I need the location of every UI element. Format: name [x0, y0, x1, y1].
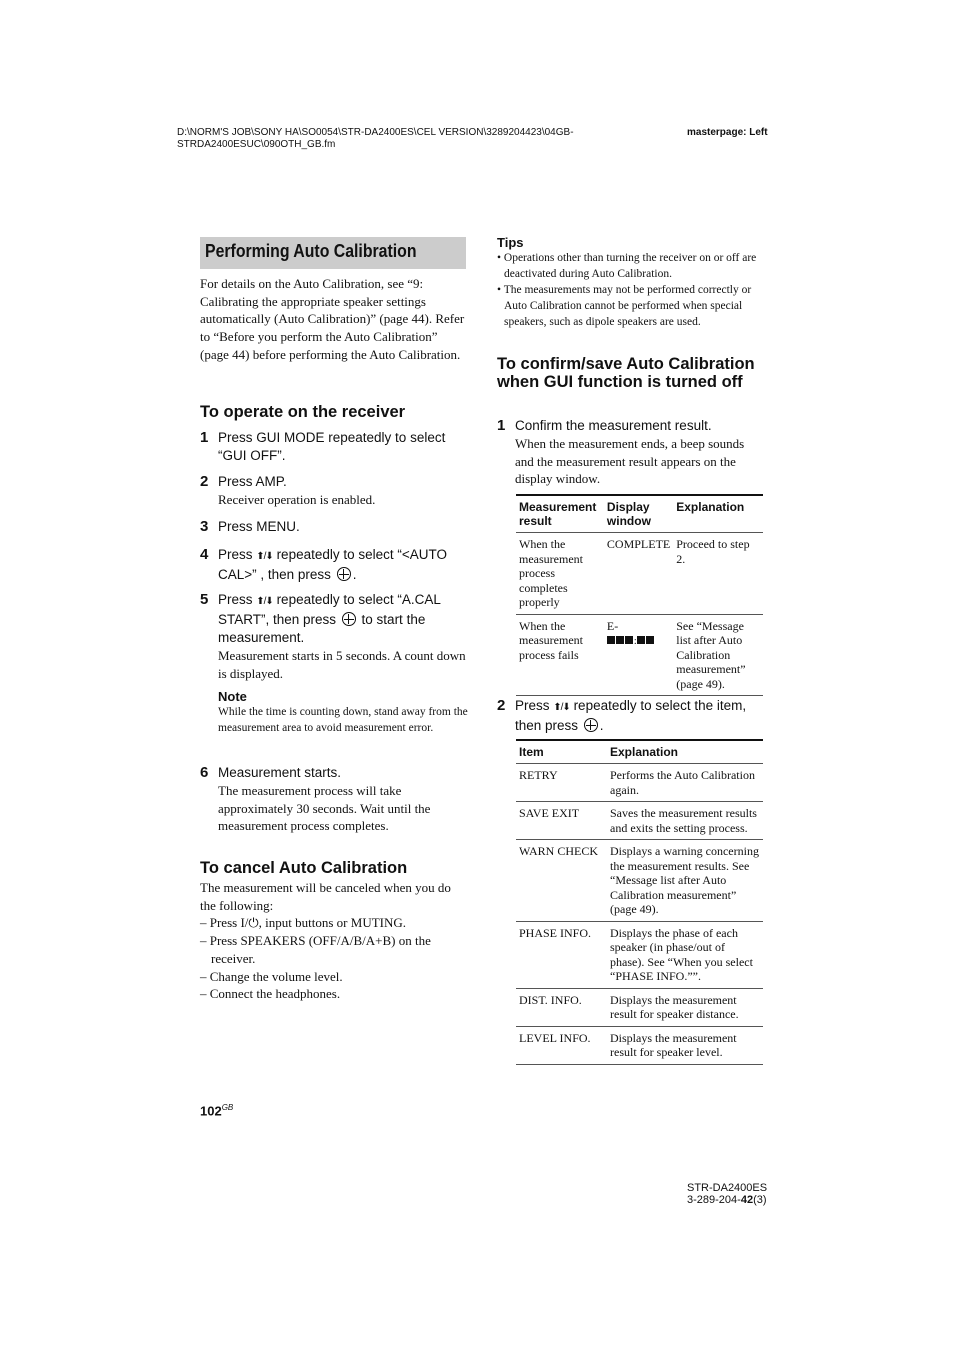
note-text: While the time is counting down, stand away from the measurement area to avoid measurement error. [218, 706, 468, 734]
step-number: 1 [200, 429, 209, 446]
table-row [516, 988, 763, 1026]
operate-heading: To operate on the receiver [200, 403, 406, 421]
section-title: Performing Auto Calibration [205, 241, 417, 261]
table-cell: When the measurement process fails [519, 618, 583, 662]
measurement-result-table [516, 494, 763, 696]
page-suffix: GB [221, 1103, 234, 1112]
step-title: Press AMP. [218, 474, 287, 489]
table-cell: PHASE INFO. [519, 925, 592, 940]
table-row [516, 533, 763, 615]
table-cell: RETRY [519, 768, 558, 782]
step-description: The measurement process will take approximately 30 seconds. Wait until the measurement process completes. [218, 783, 431, 834]
error-code-prefix: E- [606, 618, 619, 633]
file-path-header [177, 127, 657, 151]
column-header: Measurement result [519, 500, 597, 528]
list-item: – Press SPEAKERS (OFF/A/B/A+B) on the receiver. [200, 933, 431, 966]
up-down-arrow-icon: ⬆/⬇ [553, 702, 570, 713]
cancel-section [200, 879, 466, 1003]
operate-step-1 [200, 429, 466, 465]
table-cell: See “Message list after Auto Calibration measurement” (page 49). [676, 618, 746, 691]
step-number: 2 [497, 697, 506, 714]
note-box [218, 689, 468, 736]
step-description: Measurement starts in 5 seconds. A count down is displayed. [218, 648, 466, 681]
section-title-box [200, 237, 466, 269]
step-number: 6 [200, 764, 209, 781]
table-cell: Performs the Auto Calibration again. [610, 768, 755, 797]
tips-box [497, 235, 765, 330]
table-header-row [516, 740, 763, 764]
table-row [516, 764, 763, 802]
list-item: • The measurements may not be performed correctly or Auto Calibration cannot be performed when special speakers, such as dipole speakers are used. [497, 284, 752, 328]
list-item: – Press I/⏻, input buttons or MUTING. [200, 915, 407, 931]
enter-button-icon [337, 567, 351, 581]
footer-code: 3-289-204-42(3) [687, 1194, 767, 1206]
display-segment-icon: : [607, 633, 670, 650]
step-title: Measurement starts. [218, 765, 342, 780]
intro-paragraph: For details on the Auto Calibration, see “9: Calibrating the appropriate speaker settings automatically (Auto Calibration)” (page 44). Refer to “Before you perform the Auto Calibration” (page 44) before performing the Auto Calibration. [200, 276, 465, 362]
operate-step-3 [200, 518, 466, 536]
table-cell: When the measurement process completes properly [519, 537, 583, 609]
table-row [516, 802, 763, 840]
step-number: 3 [200, 518, 209, 535]
table-cell: DIST. INFO. [519, 992, 582, 1007]
step-title: Press MENU. [218, 519, 300, 534]
table-cell: LEVEL INFO. [519, 1030, 591, 1045]
tips-list [497, 250, 765, 330]
column-header: Explanation [676, 500, 745, 514]
operate-step-2 [200, 473, 466, 509]
table-cell: Saves the measurement results and exits the setting process. [610, 806, 757, 835]
operate-step-4 [200, 546, 466, 584]
column-header: Explanation [610, 745, 679, 759]
list-item: – Change the volume level. [200, 968, 343, 984]
step-title: Press GUI MODE repeatedly to select “GUI OFF”. [218, 430, 446, 463]
confirm-step-1 [497, 417, 765, 488]
table-cell: Displays the measurement result for speaker level. [610, 1030, 737, 1059]
masterpage-label: masterpage: Left [687, 127, 768, 138]
table-cell: WARN CHECK [519, 844, 599, 858]
confirm-step-2 [497, 697, 765, 735]
step-title: Confirm the measurement result. [515, 418, 712, 433]
operate-step-6 [200, 764, 466, 835]
list-item: – Connect the headphones. [200, 986, 341, 1002]
cancel-intro: The measurement will be canceled when you do the following: [200, 880, 451, 913]
cancel-heading: To cancel Auto Calibration [200, 859, 408, 877]
tips-heading: Tips [497, 235, 524, 250]
step-number: 2 [200, 473, 209, 490]
table-cell: COMPLETE [606, 537, 671, 551]
step-number: 5 [200, 591, 209, 608]
cancel-list [200, 914, 466, 1003]
enter-button-icon [342, 612, 356, 626]
page-number: $102^{GB}$ [200, 1103, 234, 1119]
column-header: Display window [606, 500, 651, 528]
table-row [516, 614, 763, 696]
table-cell: SAVE EXIT [519, 806, 580, 820]
table-cell: Displays the phase of each speaker (in phase/out of phase). See “When you select “PHASE INFO.””. [610, 925, 753, 983]
enter-button-icon [584, 718, 598, 732]
footer-model: STR-DA2400ES [687, 1182, 768, 1194]
step-number: 1 [497, 417, 506, 434]
list-item: • Operations other than turning the receiver on or off are deactivated during Auto Calibration. [497, 252, 757, 280]
file-path-line-1: D:\NORM'S JOB\SONY HA\SO0054\STR-DA2400ES\CEL VERSION\3289204423\04GB- [177, 127, 574, 138]
operate-step-5 [200, 591, 466, 682]
step-title: Press ⬆/⬇ repeatedly to select the item, then press . [515, 698, 747, 733]
step-description: Receiver operation is enabled. [218, 492, 376, 507]
column-header: Item [519, 745, 544, 759]
table-cell [604, 614, 673, 696]
table-row [516, 840, 763, 922]
item-explanation-table [516, 739, 763, 1065]
step-number: 4 [200, 546, 209, 563]
step-description: When the measurement ends, a beep sounds and the measurement result appears on the display window. [515, 436, 745, 487]
table-header-row [516, 495, 763, 533]
step-title: Press ⬆/⬇ repeatedly to select “<AUTO CAL>” , then press . [218, 547, 448, 582]
table-cell: Displays the measurement result for speaker distance. [610, 992, 739, 1021]
file-path-line-2: STRDA2400ESUC\090OTH_GB.fm [177, 139, 336, 150]
table-cell: Proceed to step 2. [676, 537, 750, 566]
step-title: Press ⬆/⬇ repeatedly to select “A.CAL START”, then press to start the measurement. [218, 592, 441, 645]
confirm-heading: To confirm/save Auto Calibration when GUI function is turned off [497, 355, 755, 391]
table-row [516, 1026, 763, 1064]
up-down-arrow-icon: ⬆/⬇ [256, 596, 273, 607]
table-row [516, 921, 763, 988]
footer-model-code [687, 1182, 767, 1206]
note-heading: Note [218, 689, 247, 704]
table-cell: Displays a warning concerning the measurement results. See “Message list after Auto Calibration measurement” (page 49). [610, 844, 759, 916]
up-down-arrow-icon: ⬆/⬇ [256, 551, 273, 562]
